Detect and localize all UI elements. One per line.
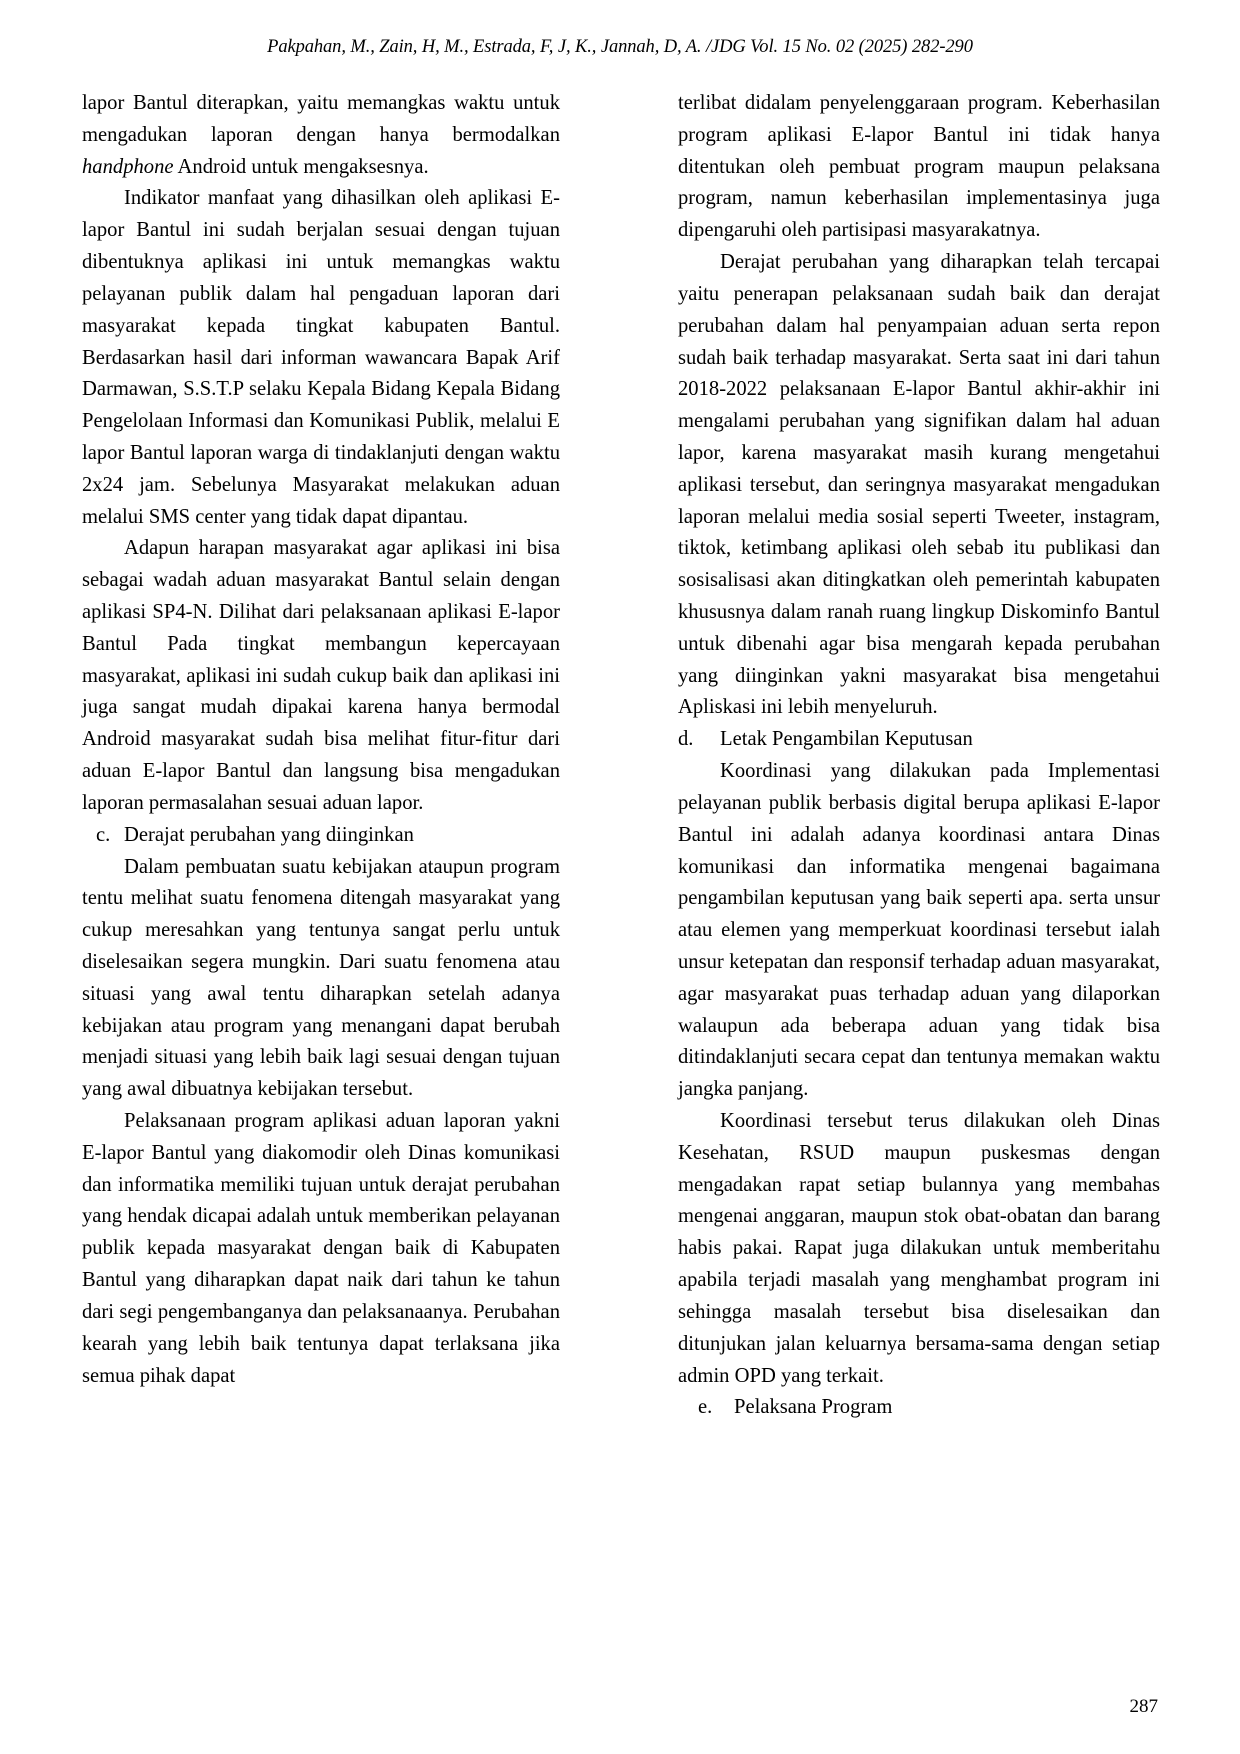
paragraph-left-5: Pelaksanaan program aplikasi aduan laporan yakni E-lapor Bantul yang diakomodir oleh Dinas komunikasi dan informatika memiliki tujuan untuk derajat perubahan yang hendak dicapai adalah untuk memberikan pelayanan publik kepada masyarakat dengan baik di Kabupaten Bantul yang diharapkan dapat naik dari tahun ke tahun dari segi pengembanganya dan pelaksanaanya. Perubahan kearah yang lebih baik tentunya dapat terlaksana jika semua pihak dapat — [82, 1110, 560, 1387]
paragraph-left-1-pre: lapor Bantul diterapkan, yaitu memangkas waktu untuk mengadukan laporan dengan hanya bermodalkan — [82, 92, 560, 146]
paragraph-left-1-italic-term: handphone — [82, 155, 174, 178]
paragraph-left-3: Adapun harapan masyarakat agar aplikasi ini bisa sebagai wadah aduan masyarakat Bantul selain dengan aplikasi SP4-N. Dilihat dari pelaksanaan aplikasi E-lapor Bantul Pada tingkat membangun kepercayaan masyarakat, aplikasi ini sudah cukup baik dan aplikasi ini juga sangat mudah dipakai karena hanya bermodal Android masyarakat sudah bisa melihat fitur-fitur dari aduan E-lapor Bantul dan langsung bisa mengadukan laporan permasalahan sesuai aduan lapor. — [82, 537, 560, 814]
two-column-body — [82, 88, 1160, 1424]
paragraph-right-2: Derajat perubahan yang diharapkan telah tercapai yaitu penerapan pelaksanaan sudah baik dan derajat perubahan dalam hal penyampaian aduan serta repon sudah baik terhadap masyarakat. Serta saat ini dari tahun 2018-2022 pelaksanaan E-lapor Bantul akhir-akhir ini mengalami perubahan yang signifikan dalam hal aduan lapor, karena masyarakat masih kurang mengetahui aplikasi tersebut, dan seringnya masyarakat mengadukan laporan melalui media sosial seperti Tweeter, instagram, tiktok, ketimbang aplikasi oleh sebab itu publikasi dan sosisalisasi akan ditingkatkan oleh pemerintah kabupaten khususnya dalam ranah ruang lingkup Diskominfo Bantul untuk dibenahi agar bisa mengarah kepada perubahan yang diinginkan yakni masyarakat bisa mengetahui Apliskasi ini lebih menyeluruh. — [678, 251, 1160, 719]
paragraph-left-1-post: Android untuk mengaksesnya. — [173, 155, 429, 178]
left-column — [82, 88, 560, 1392]
list-item-e-marker: e. — [698, 1396, 713, 1419]
paragraph-left-1 — [82, 88, 560, 183]
list-item-c-marker: c. — [96, 823, 111, 846]
paragraph-left-4: Dalam pembuatan suatu kebijakan ataupun program tentu melihat suatu fenomena ditengah masyarakat yang cukup meresahkan yang tentunya sangat perlu untuk diselesaikan segera mungkin. Dari suatu fenomena atau situasi yang awal tentu diharapkan setelah adanya kebijakan atau program yang menangani dapat berubah menjadi situasi yang lebih baik lagi sesuai dengan tujuan yang awal dibuatnya kebijakan tersebut. — [82, 855, 560, 1101]
list-item-c — [82, 820, 560, 852]
paragraph-right-1: terlibat didalam penyelenggaraan program. Keberhasilan program aplikasi E-lapor Bantul ini tidak hanya ditentukan oleh pembuat program maupun pelaksana program, namun keberhasilan implementasinya juga dipengaruhi oleh partisipasi masyarakatnya. — [678, 92, 1160, 242]
list-item-d-marker: d. — [678, 728, 694, 751]
list-item-d — [678, 724, 1160, 756]
page-number: 287 — [1129, 1696, 1158, 1717]
paragraph-right-3: Koordinasi yang dilakukan pada Implementasi pelayanan publik berbasis digital berupa aplikasi E-lapor Bantul ini adalah adanya koordinasi antara Dinas komunikasi dan informatika mengenai bagaimana pengambilan keputusan yang baik seperti apa. serta unsur atau elemen yang memperkuat koordinasi tersebut ialah unsur ketepatan dan responsif terhadap aduan masyarakat, agar masyarakat puas terhadap aduan yang dilaporkan walaupun ada beberapa aduan yang tidak bisa ditindaklanjuti secara cepat dan tentunya memakan waktu jangka panjang. — [678, 760, 1160, 1101]
paragraph-left-2: Indikator manfaat yang dihasilkan oleh aplikasi E-lapor Bantul ini sudah berjalan sesuai dengan tujuan dibentuknya aplikasi ini untuk memangkas waktu pelayanan publik dalam hal pengaduan laporan dari masyarakat kepada tingkat kabupaten Bantul. Berdasarkan hasil dari informan wawancara Bapak Arif Darmawan, S.S.T.P selaku Kepala Bidang Kepala Bidang Pengelolaan Informasi dan Komunikasi Publik, melalui E lapor Bantul laporan warga di tindaklanjuti dengan waktu 2x24 jam. Sebelunya Masyarakat melakukan aduan melalui SMS center yang tidak dapat dipantau. — [82, 187, 560, 528]
list-item-d-label: Letak Pengambilan Keputusan — [720, 728, 973, 751]
list-item-e-label: Pelaksana Program — [734, 1396, 893, 1419]
list-item-e — [678, 1392, 1160, 1424]
running-head: Pakpahan, M., Zain, H, M., Estrada, F, J, K., Jannah, D, A. /JDG Vol. 15 No. 02 (2025) 282-290 — [267, 37, 973, 57]
list-item-c-label: Derajat perubahan yang diinginkan — [124, 823, 414, 846]
right-column — [678, 88, 1160, 1424]
paragraph-right-4: Koordinasi tersebut terus dilakukan oleh Dinas Kesehatan, RSUD maupun puskesmas dengan mengadakan rapat setiap bulannya yang membahas mengenai anggaran, maupun stok obat-obatan dan barang habis pakai. Rapat juga dilakukan untuk memberitahu apabila terjadi masalah yang menghambat program ini sehingga masalah tersebut bisa diselesaikan dan ditunjukan jalan keluarnya bersama-sama dengan setiap admin OPD yang terkait. — [678, 1110, 1160, 1387]
